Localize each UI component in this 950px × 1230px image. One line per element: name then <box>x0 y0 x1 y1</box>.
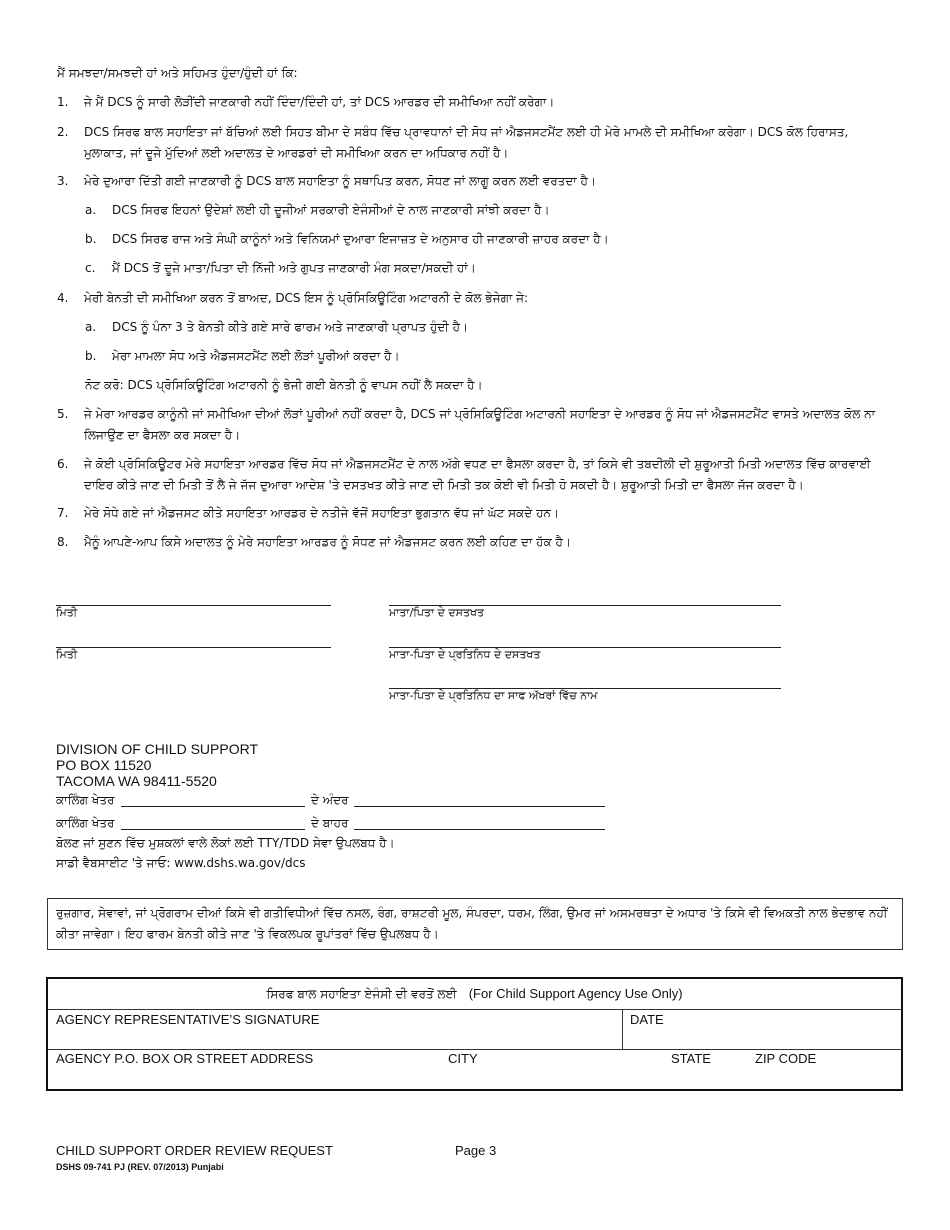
subitem-text: ਮੇਰਾ ਮਾਮਲਾ ਸੋਧ ਅਤੇ ਐਡਜਸਟਮੈਂਟ ਲਈ ਲੋੜਾਂ ਪੂਰੀਆਂ ਕਰਦਾ ਹੈ। <box>112 349 400 363</box>
footer-title: CHILD SUPPORT ORDER REVIEW REQUEST <box>56 1143 333 1158</box>
address-line-3: TACOMA WA 98411-5520 <box>56 773 217 789</box>
inside-label: ਦੇ ਅੰਦਰ <box>311 793 349 807</box>
subitem-text: ਮੈਂ DCS ਤੋਂ ਦੂਜੇ ਮਾਤਾ/ਪਿਤਾ ਦੀ ਨਿੱਜੀ ਅਤੇ ਗੁਪਤ ਜਾਣਕਾਰੀ ਮੰਗ ਸਕਦਾ/ਸਕਦੀ ਹਾਂ। <box>112 261 476 275</box>
agency-date-label: DATE <box>630 1012 664 1027</box>
agency-state-label: STATE <box>671 1051 711 1066</box>
subitem-text: DCS ਨੂੰ ਪੰਨਾ 3 ਤੇ ਬੇਨਤੀ ਕੀਤੇ ਗਏ ਸਾਰੇ ਫਾਰਮ ਅਤੇ ਜਾਣਕਾਰੀ ਪ੍ਰਾਪਤ ਹੁੰਦੀ ਹੈ। <box>112 320 469 334</box>
calling-area-inside-blank[interactable] <box>121 806 305 807</box>
divider <box>622 1010 623 1049</box>
nondiscrimination-text: ਰੁਜ਼ਗਾਰ, ਸੇਵਾਵਾਂ, ਜਾਂ ਪ੍ਰੋਗਰਾਮ ਦੀਆਂ ਕਿਸੇ ਵੀ ਗਤੀਵਿਧੀਆਂ ਵਿੱਚ ਨਸਲ, ਰੰਗ, ਰਾਸ਼ਟਰੀ ਮੂਲ, ਸੰਪਰਦਾ, ਧਰਮ, ਲਿੰਗ, ਉਮਰ ਜਾਂ ਅਸਮਰਥਤਾ ਦੇ ਅਧਾਰ 'ਤੇ ਕਿਸੇ ਵੀ ਵਿਅਕਤੀ ਨਾਲ ਭੇਦਭਾਵ ਨਹੀਂ ਕੀਤਾ ਜਾਵੇਗਾ। ਇਹ ਫਾਰਮ ਬੇਨਤੀ ਕੀਤੇ ਜਾਣ 'ਤੇ ਵਿਕਲਪਕ ਰੂਪਾਂਤਰਾਂ ਵਿੱਚ ਉਪਲਬਧ ਹੈ। <box>56 906 888 941</box>
item-number: 8. <box>57 535 69 549</box>
subitem-letter: c. <box>85 261 96 275</box>
nondiscrimination-box <box>47 898 903 950</box>
item-number: 7. <box>57 506 69 520</box>
agency-title-english: (For Child Support Agency Use Only) <box>468 986 683 1001</box>
item-text: ਜੇ ਮੈਂ DCS ਨੂੰ ਸਾਰੀ ਲੋੜੀਂਦੀ ਜਾਣਕਾਰੀ ਨਹੀਂ ਦਿੰਦਾ/ਦਿੰਦੀ ਹਾਂ, ਤਾਂ DCS ਆਰਡਰ ਦੀ ਸਮੀਖਿਆ ਨਹੀਂ ਕਰੇਗਾ। <box>84 95 555 109</box>
item-text: ਮੈਨੂੰ ਆਪਣੇ-ਆਪ ਕਿਸੇ ਅਦਾਲਤ ਨੂੰ ਮੇਰੇ ਸਹਾਇਤਾ ਆਰਡਰ ਨੂੰ ਸੋਧਣ ਜਾਂ ਐਡਜਸਟ ਕਰਨ ਲਈ ਕਹਿਣ ਦਾ ਹੱਕ ਹੈ। <box>84 535 571 549</box>
address-line-1: DIVISION OF CHILD SUPPORT <box>56 741 258 757</box>
subitem-letter: a. <box>85 320 97 334</box>
calling-area-label: ਕਾਲਿੰਗ ਖੇਤਰ <box>56 816 115 830</box>
subitem-letter: b. <box>85 232 97 246</box>
item-text: ਮੇਰੇ ਸੋਧੇ ਗਏ ਜਾਂ ਐਡਜਸਟ ਕੀਤੇ ਸਹਾਇਤਾ ਆਰਡਰ ਦੇ ਨਤੀਜੇ ਵੱਜੋਂ ਸਹਾਇਤਾ ਭੁਗਤਾਨ ਵੱਧ ਜਾਂ ਘੱਟ ਸਕਦੇ ਹਨ। <box>84 506 560 520</box>
agency-signature-label: AGENCY REPRESENTATIVE’S SIGNATURE <box>56 1012 320 1027</box>
item-text: DCS ਸਿਰਫ ਬਾਲ ਸਹਾਇਤਾ ਜਾਂ ਬੱਚਿਆਂ ਲਈ ਸਿਹਤ ਬੀਮਾ ਦੇ ਸਬੰਧ ਵਿੱਚ ਪ੍ਰਾਵਧਾਨਾਂ ਦੀ ਸੋਧ ਜਾਂ ਐਡਜਸਟਮੈਂਟ ਲਈ ਹੀ ਮੇਰੇ ਮਾਮਲੇ ਦੀ ਸਮੀਖਿਆ ਕਰੇਗਾ। DCS ਕੋਲ ਹਿਰਾਸਤ, ਮੁਲਾਕਾਤ, ਜਾਂ ਦੂਜੇ ਮੁੱਦਿਆਂ ਲਈ ਅਦਾਲਤ ਦੇ ਆਰਡਰਾਂ ਦੀ ਸਮੀਖਿਆ ਕਰਨ ਦਾ ਅਧਿਕਾਰ ਨਹੀਂ ਹੈ। <box>84 125 849 160</box>
agency-signature-row <box>48 1010 901 1050</box>
outside-phone-blank[interactable] <box>354 829 605 830</box>
subitem-text: DCS ਸਿਰਫ ਇਹਨਾਂ ਉਦੇਸ਼ਾਂ ਲਈ ਹੀ ਦੂਜੀਆਂ ਸਰਕਾਰੀ ਏਜੰਸੀਆਂ ਦੇ ਨਾਲ ਜਾਣਕਾਰੀ ਸਾਂਝੀ ਕਰਦਾ ਹੈ। <box>112 203 550 217</box>
item-text: ਜੇ ਕੋਈ ਪ੍ਰੋਸਿਕਿਊਟਰ ਮੇਰੇ ਸਹਾਇਤਾ ਆਰਡਰ ਵਿੱਚ ਸੋਧ ਜਾਂ ਐਡਜਸਟਮੈਂਟ ਦੇ ਨਾਲ ਅੱਗੇ ਵਧਣ ਦਾ ਫੈਸਲਾ ਕਰਦਾ ਹੈ, ਤਾਂ ਕਿਸੇ ਵੀ ਤਬਦੀਲੀ ਦੀ ਸ਼ੁਰੂਆਤੀ ਮਿਤੀ ਅਦਾਲਤ ਵਿੱਚ ਕਾਰਵਾਈ ਦਾਇਰ ਕੀਤੇ ਜਾਣ ਦੀ ਮਿਤੀ ਤੋਂ ਲੈ ਜੇ ਜੱਜ ਦੁਆਰਾ ਆਦੇਸ਼ 'ਤੇ ਦਸਤਖਤ ਕੀਤੇ ਜਾਣ ਦੀ ਮਿਤੀ ਤਕ ਕੋਈ ਵੀ ਮਿਤੀ ਹੋ ਸਕਦੀ ਹੈ। ਸ਼ੁਰੂਆਤੀ ਮਿਤੀ ਦਾ ਫੈਸਲਾ ਜੱਜ ਕਰਦਾ ਹੈ। <box>84 457 871 492</box>
subitem-letter: a. <box>85 203 97 217</box>
outside-label: ਦੇ ਬਾਹਰ <box>311 816 349 830</box>
item-number: 5. <box>57 407 69 421</box>
subitem-letter: b. <box>85 349 97 363</box>
item-number: 6. <box>57 457 69 471</box>
item-number: 3. <box>57 174 69 188</box>
item-text: ਜੇ ਮੇਰਾ ਆਰਡਰ ਕਾਨੂੰਨੀ ਜਾਂ ਸਮੀਖਿਆ ਦੀਆਂ ਲੋੜਾਂ ਪੂਰੀਆਂ ਨਹੀਂ ਕਰਦਾ ਹੈ, DCS ਜਾਂ ਪ੍ਰੋਸਿਕਿਊਟਿੰਗ ਅਟਾਰਨੀ ਸਹਾਇਤਾ ਦੇ ਆਰਡਰ ਨੂੰ ਸੋਧ ਜਾਂ ਐਡਜਸਟਮੈਂਟ ਵਾਸਤੇ ਅਦਾਲਤ ਕੋਲ ਨਾ ਲਿਜਾਉਣ ਦਾ ਫੈਸਲਾ ਕਰ ਸਕਦਾ ਹੈ। <box>84 407 876 442</box>
form-number: DSHS 09-741 PJ (REV. 07/2013) Punjabi <box>56 1162 224 1172</box>
calling-area-outside-blank[interactable] <box>121 829 305 830</box>
parent-signature-label: ਮਾਤਾ/ਪਿਤਾ ਦੇ ਦਸਤਖਤ <box>389 606 485 619</box>
agency-box-header <box>48 979 901 1010</box>
agency-title-punjabi: ਸਿਰਫ ਬਾਲ ਸਹਾਇਤਾ ਏਜੰਸੀ ਦੀ ਵਰਤੋਂ ਲਈ <box>266 987 457 1001</box>
intro-text: ਮੈਂ ਸਮਝਦਾ/ਸਮਝਦੀ ਹਾਂ ਅਤੇ ਸਹਿਮਤ ਹੁੰਦਾ/ਹੁੰਦੀ ਹਾਂ ਕਿ: <box>57 66 298 80</box>
inside-phone-blank[interactable] <box>354 806 605 807</box>
address-line-2: PO BOX 11520 <box>56 757 152 773</box>
page-number: Page 3 <box>455 1143 497 1158</box>
note-text: ਨੋਟ ਕਰੋ: DCS ਪ੍ਰੋਸਿਕਿਊਟਿੰਗ ਅਟਾਰਨੀ ਨੂੰ ਭੇਜੀ ਗਈ ਬੇਨਤੀ ਨੂੰ ਵਾਪਸ ਨਹੀਂ ਲੈ ਸਕਦਾ ਹੈ। <box>85 378 483 392</box>
agency-zip-label: ZIP CODE <box>755 1051 817 1066</box>
website-text: ਸਾਡੀ ਵੈਬਸਾਈਟ 'ਤੇ ਜਾਓ: www.dshs.wa.gov/dcs <box>56 856 306 870</box>
date-label: ਮਿਤੀ <box>56 648 78 661</box>
item-number: 1. <box>57 95 69 109</box>
agency-city-label: CITY <box>448 1051 478 1066</box>
subitem-text: DCS ਸਿਰਫ ਰਾਜ ਅਤੇ ਸੰਘੀ ਕਾਨੂੰਨਾਂ ਅਤੇ ਵਿਨਿਯਮਾਂ ਦੁਆਰਾ ਇਜਾਜ਼ਤ ਦੇ ਅਨੁਸਾਰ ਹੀ ਜਾਣਕਾਰੀ ਜ਼ਾਹਰ ਕਰਦਾ ਹੈ। <box>112 232 609 246</box>
rep-name-label: ਮਾਤਾ-ਪਿਤਾ ਦੇ ਪ੍ਰਤਿਨਿਧ ਦਾ ਸਾਫ ਅੱਖਰਾਂ ਵਿੱਚ ਨਾਮ <box>389 689 598 702</box>
agency-use-box <box>46 977 903 1091</box>
item-number: 2. <box>57 125 69 139</box>
agency-address-label: AGENCY P.O. BOX OR STREET ADDRESS <box>56 1051 314 1066</box>
tty-text: ਬੋਲਣ ਜਾਂ ਸੁਣਨ ਵਿੱਚ ਮੁਸ਼ਕਲਾਂ ਵਾਲੇ ਲੋਕਾਂ ਲਈ TTY/TDD ਸੇਵਾ ਉਪਲਬਧ ਹੈ। <box>56 836 395 850</box>
item-number: 4. <box>57 291 69 305</box>
date-line[interactable] <box>56 647 331 648</box>
date-label: ਮਿਤੀ <box>56 606 78 619</box>
rep-signature-label: ਮਾਤਾ-ਪਿਤਾ ਦੇ ਪ੍ਰਤਿਨਿਧ ਦੇ ਦਸਤਖਤ <box>389 648 541 661</box>
item-text: ਮੇਰੇ ਦੁਆਰਾ ਦਿੱਤੀ ਗਈ ਜਾਣਕਾਰੀ ਨੂੰ DCS ਬਾਲ ਸਹਾਇਤਾ ਨੂੰ ਸਥਾਪਿਤ ਕਰਨ, ਸੋਧਣ ਜਾਂ ਲਾਗੂ ਕਰਨ ਲਈ ਵਰਤਦਾ ਹੈ। <box>84 174 596 188</box>
date-line[interactable] <box>56 605 331 606</box>
item-text: ਮੇਰੀ ਬੇਨਤੀ ਦੀ ਸਮੀਖਿਆ ਕਰਨ ਤੋਂ ਬਾਅਦ, DCS ਇਸ ਨੂੰ ਪ੍ਰੋਸਿਕਿਊਟਿੰਗ ਅਟਾਰਨੀ ਦੇ ਕੋਲ ਭੇਜੇਗਾ ਜੇ: <box>84 291 529 305</box>
calling-area-label: ਕਾਲਿੰਗ ਖੇਤਰ <box>56 793 115 807</box>
